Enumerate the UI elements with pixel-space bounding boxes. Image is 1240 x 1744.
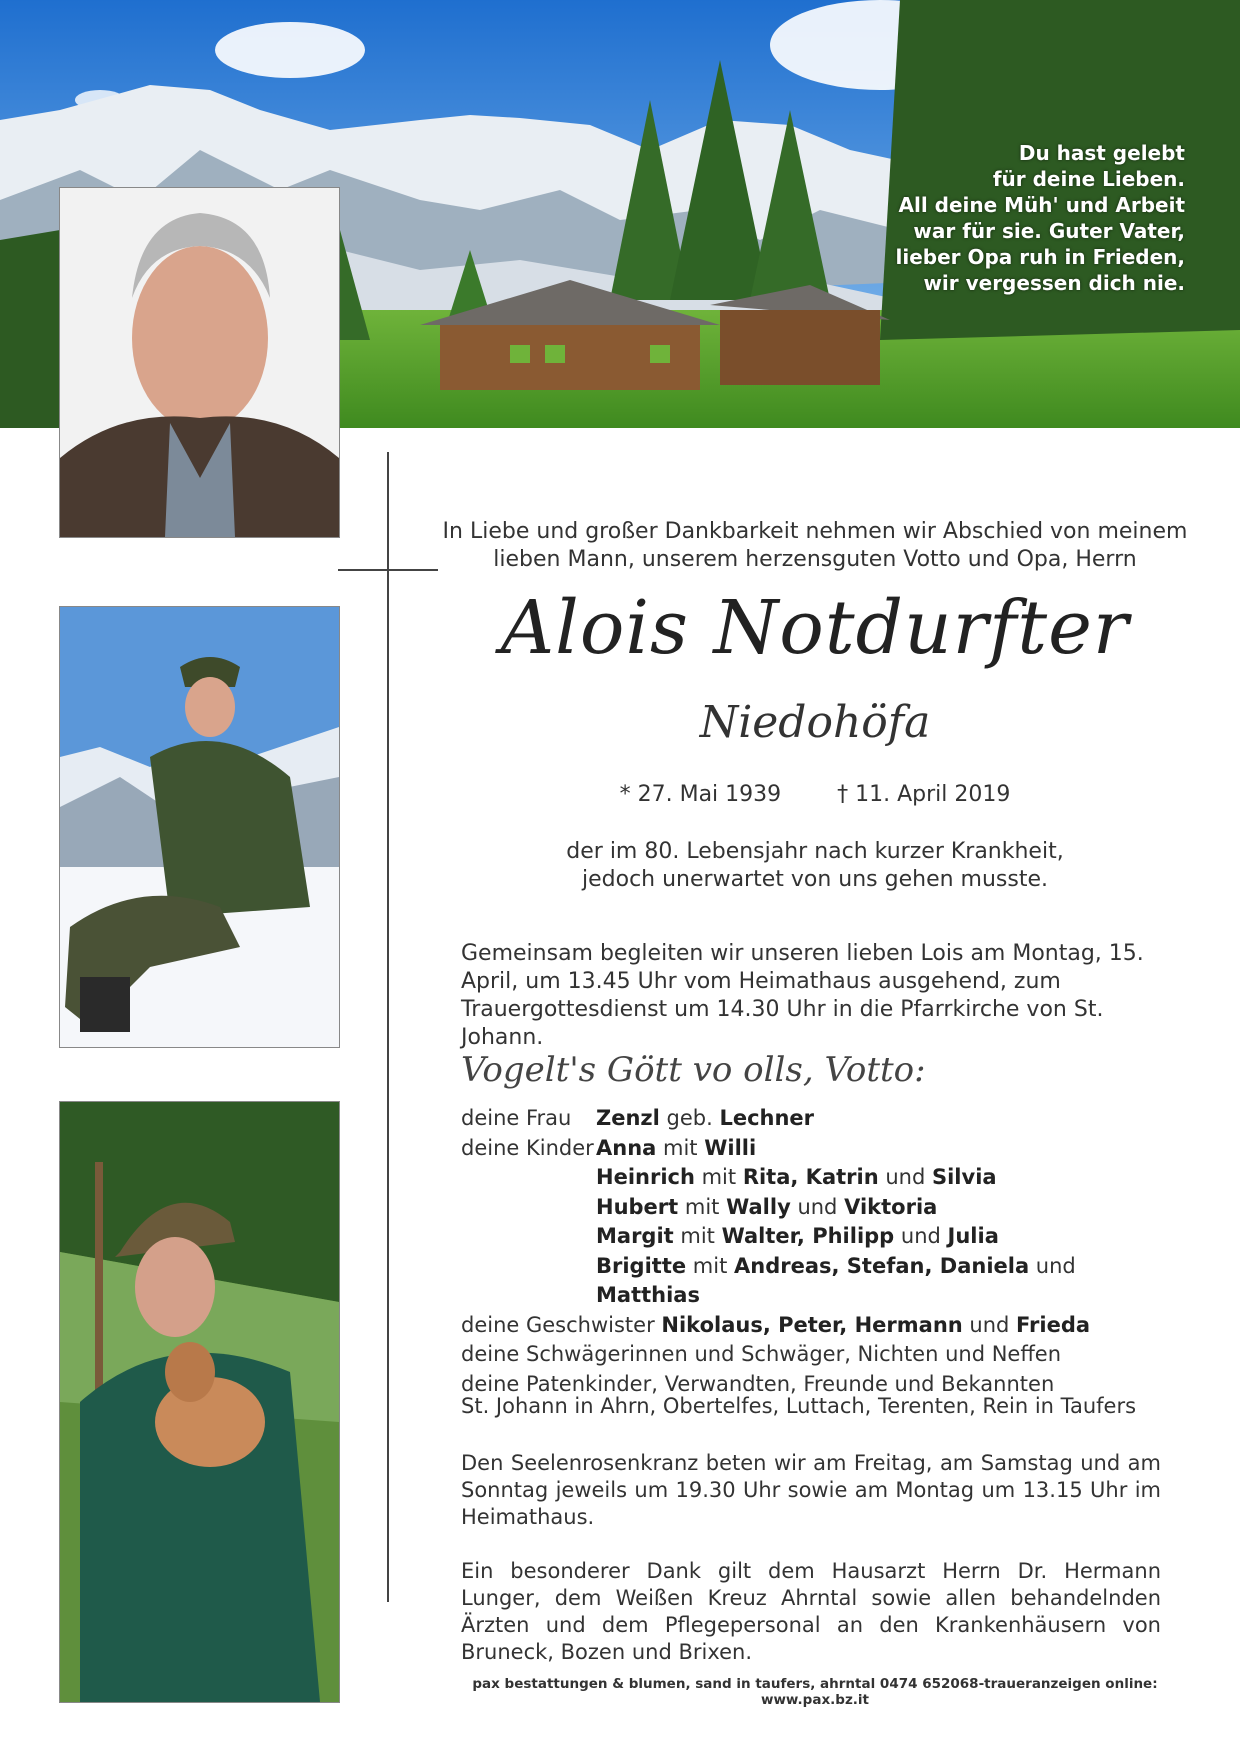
- funeral-text: Gemeinsam begleiten wir unseren lieben Lois am Montag, 15. April, um 13.45 Uhr vom Heimathaus ausgehend, zum Trauergottesdienst um 14.30 Uhr in die Pfarrkirche von St. Johann.: [461, 941, 1144, 1050]
- family-list: [461, 1104, 1181, 1399]
- life-dates: [440, 781, 1190, 809]
- cross-horizontal-line: [338, 569, 438, 571]
- dog-hiker-illustration: [60, 1102, 339, 1702]
- footer-text: pax bestattungen & blumen, sand in taufers, ahrntal 0474 652068-traueranzeigen online: www.pax.bz.it: [472, 1676, 1158, 1708]
- family-row-child: Margit mit Walter, Philipp und Julia: [596, 1224, 999, 1248]
- mountain-snow-illustration: [60, 607, 339, 1047]
- birth-date: * 27. Mai 1939: [619, 782, 782, 807]
- family-label: deine Kinder: [461, 1135, 594, 1160]
- places-text: St. Johann in Ahrn, Obertelfes, Luttach, Terenten, Rein in Taufers: [461, 1394, 1137, 1418]
- rosary-text: Den Seelenrosenkranz beten wir am Freitag, am Samstag und am Sonntag jeweils um 19.30 Uhr sowie am Montag um 13.15 Uhr im Heimathaus.: [461, 1451, 1161, 1529]
- deceased-nickname: Niedohöfa: [699, 697, 931, 748]
- family-row-siblings: deine Geschwister Nikolaus, Peter, Hermann und Frieda: [461, 1312, 1091, 1337]
- family-row-child: Hubert mit Wally und Viktoria: [596, 1194, 938, 1219]
- thanks-text: Ein besonderer Dank gilt dem Hausarzt Herrn Dr. Hermann Lunger, dem Weißen Kreuz Ahrntal sowie allen behandelnden Ärzten und dem Pflegepersonal an den Krankenhäusern von Bruneck, Bozen und Brixen.: [461, 1559, 1161, 1664]
- portrait-illustration: [60, 188, 339, 537]
- farewell-heading: Vogelt's Gött vo olls, Votto:: [461, 1050, 926, 1090]
- family-row-wife: deine Frau Zenzl geb. Lechner: [461, 1104, 1181, 1134]
- death-date: † 11. April 2019: [837, 782, 1011, 807]
- cross-vertical-line: [387, 452, 389, 1602]
- deceased-name: Alois Notdurfter: [500, 585, 1130, 671]
- family-row-child: Heinrich mit Rita, Katrin und Silvia: [596, 1165, 997, 1189]
- family-row-godchildren: deine Patenkinder, Verwandten, Freunde und Bekannten: [461, 1371, 1055, 1396]
- intro-text: In Liebe und großer Dankbarkeit nehmen wir Abschied von meinem lieben Mann, unserem herzensguten Votto und Opa, Herrn: [442, 519, 1188, 572]
- dog-hiker-photo: [59, 1101, 340, 1703]
- portrait-photo: [59, 187, 340, 538]
- family-row-child: Brigitte mit Andreas, Stefan, Daniela und Matthias: [596, 1253, 1076, 1307]
- family-row-inlaws: deine Schwägerinnen und Schwäger, Nichten und Neffen: [461, 1342, 1062, 1366]
- memorial-poem: Du hast gelebt für deine Lieben. All deine Müh' und Arbeit war für sie. Guter Vater, lieber Opa ruh in Frieden, wir vergessen dich nie.: [895, 141, 1185, 295]
- family-label: deine Frau: [461, 1106, 572, 1130]
- mountain-snow-photo: [59, 606, 340, 1048]
- age-text: der im 80. Lebensjahr nach kurzer Krankheit, jedoch unerwartet von uns gehen musste.: [566, 839, 1064, 892]
- family-row-children: deine Kinder Anna mit Willi: [461, 1134, 1181, 1164]
